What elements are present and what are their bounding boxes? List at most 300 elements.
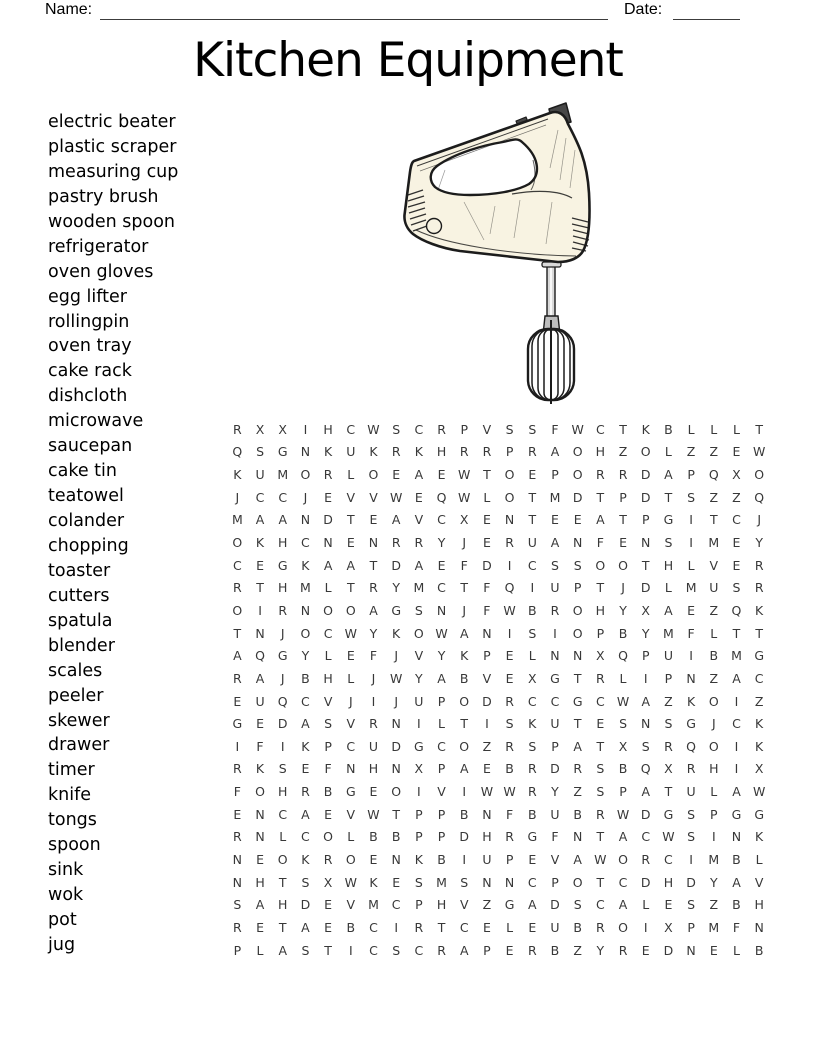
grid-letter: T bbox=[619, 512, 627, 528]
grid-letter: B bbox=[664, 421, 673, 437]
word-list-item: scales bbox=[48, 660, 103, 681]
grid-letter: F bbox=[460, 557, 468, 573]
grid-letter: Y bbox=[369, 625, 378, 641]
grid-letter: V bbox=[346, 897, 356, 913]
grid-letter: Z bbox=[709, 444, 719, 460]
grid-letter: T bbox=[437, 919, 446, 935]
grid-letter: L bbox=[324, 580, 332, 596]
grid-letter: G bbox=[686, 716, 696, 732]
grid-letter: R bbox=[505, 738, 514, 754]
word-list-item: cake rack bbox=[48, 361, 132, 382]
grid-letter: R bbox=[323, 851, 333, 867]
grid-letter: I bbox=[462, 851, 467, 867]
word-list-item: dishcloth bbox=[48, 386, 128, 407]
mixer-beater-attachment bbox=[528, 262, 574, 404]
grid-letter: D bbox=[640, 580, 651, 596]
grid-letter: K bbox=[323, 444, 333, 460]
grid-letter: U bbox=[663, 648, 673, 664]
grid-letter: W bbox=[752, 444, 766, 460]
grid-letter: S bbox=[414, 874, 423, 890]
grid-letter: A bbox=[459, 942, 469, 958]
grid-letter: E bbox=[369, 512, 378, 528]
grid-letter: O bbox=[572, 602, 583, 618]
word-list-item: sink bbox=[48, 860, 84, 881]
grid-letter: E bbox=[641, 942, 650, 958]
grid-letter: R bbox=[754, 580, 764, 596]
grid-letter: D bbox=[572, 489, 583, 505]
grid-letter: W bbox=[616, 806, 630, 822]
grid-letter: J bbox=[711, 716, 716, 732]
grid-letter: B bbox=[618, 625, 628, 641]
grid-letter: J bbox=[462, 602, 467, 618]
grid-letter: B bbox=[323, 784, 333, 800]
grid-letter: F bbox=[687, 625, 695, 641]
grid-letter: D bbox=[550, 761, 560, 777]
grid-letter: L bbox=[710, 784, 718, 800]
grid-letter: I bbox=[394, 919, 398, 935]
grid-letter: E bbox=[256, 557, 264, 573]
grid-letter: C bbox=[301, 535, 310, 551]
word-list-item: rollingpin bbox=[48, 311, 130, 332]
grid-letter: N bbox=[641, 535, 651, 551]
grid-letter: P bbox=[460, 421, 468, 437]
word-list-item: oven tray bbox=[48, 336, 132, 357]
grid-letter: N bbox=[346, 761, 356, 777]
grid-letter: E bbox=[482, 535, 491, 551]
grid-letter: M bbox=[436, 874, 447, 890]
grid-letter: A bbox=[391, 512, 401, 528]
name-blank-line bbox=[100, 0, 608, 20]
grid-letter: T bbox=[233, 625, 242, 641]
grid-letter: A bbox=[369, 602, 378, 618]
grid-letter: V bbox=[550, 851, 560, 867]
grid-letter: U bbox=[482, 851, 492, 867]
grid-letter: E bbox=[732, 535, 741, 551]
grid-letter: L bbox=[347, 467, 355, 483]
grid-letter: T bbox=[596, 829, 605, 845]
grid-letter: M bbox=[231, 512, 243, 528]
grid-letter: E bbox=[301, 761, 310, 777]
grid-letter: L bbox=[506, 919, 514, 935]
grid-letter: K bbox=[755, 716, 764, 732]
grid-letter: O bbox=[708, 738, 719, 754]
grid-letter: C bbox=[437, 580, 446, 596]
grid-letter: H bbox=[663, 874, 674, 890]
grid-letter: Z bbox=[709, 489, 719, 505]
grid-letter: W bbox=[367, 806, 380, 822]
grid-letter: H bbox=[663, 557, 674, 573]
grid-letter: C bbox=[595, 421, 605, 437]
grid-letter: X bbox=[527, 670, 537, 686]
grid-letter: O bbox=[572, 467, 583, 483]
grid-letter: V bbox=[369, 489, 378, 505]
grid-letter: D bbox=[391, 738, 401, 754]
grid-letter: G bbox=[345, 784, 356, 800]
grid-letter: Z bbox=[709, 602, 719, 618]
grid-letter: C bbox=[618, 874, 628, 890]
grid-letter: B bbox=[732, 851, 741, 867]
grid-letter: W bbox=[503, 784, 516, 800]
word-list-item: colander bbox=[48, 511, 125, 531]
grid-letter: N bbox=[754, 919, 764, 935]
grid-letter: E bbox=[619, 535, 627, 551]
grid-letter: G bbox=[504, 897, 515, 913]
grid-letter: M bbox=[708, 535, 720, 551]
grid-letter: I bbox=[507, 557, 512, 573]
grid-letter: C bbox=[391, 897, 401, 913]
grid-letter: X bbox=[596, 648, 605, 664]
grid-letter: E bbox=[732, 444, 741, 460]
grid-letter: Z bbox=[754, 693, 764, 709]
grid-letter: S bbox=[528, 625, 537, 641]
grid-letter: T bbox=[755, 625, 763, 641]
grid-letter: I bbox=[417, 716, 421, 732]
grid-letter: I bbox=[689, 512, 693, 528]
grid-letter: P bbox=[437, 806, 446, 822]
grid-letter: R bbox=[437, 421, 446, 437]
grid-letter: V bbox=[437, 784, 446, 800]
grid-letter: C bbox=[595, 693, 605, 709]
grid-letter: S bbox=[596, 761, 605, 777]
grid-letter: O bbox=[640, 444, 651, 460]
grid-letter: L bbox=[710, 625, 718, 641]
grid-letter: D bbox=[640, 489, 651, 505]
grid-letter: R bbox=[664, 738, 673, 754]
grid-letter: P bbox=[437, 761, 446, 777]
grid-letter: E bbox=[528, 919, 537, 935]
grid-letter: E bbox=[369, 784, 378, 800]
word-list-item: plastic scraper bbox=[48, 136, 177, 157]
grid-letter: B bbox=[618, 761, 628, 777]
grid-letter: Q bbox=[754, 489, 765, 505]
grid-letter: E bbox=[596, 716, 605, 732]
grid-letter: A bbox=[618, 897, 628, 913]
grid-letter: K bbox=[755, 738, 764, 754]
grid-letter: E bbox=[256, 919, 264, 935]
grid-letter: N bbox=[641, 716, 651, 732]
grid-letter: B bbox=[369, 829, 378, 845]
grid-letter: P bbox=[551, 874, 559, 890]
grid-letter: P bbox=[551, 467, 559, 483]
grid-letter: P bbox=[619, 784, 627, 800]
grid-letter: F bbox=[483, 580, 491, 596]
grid-letter: C bbox=[414, 942, 424, 958]
grid-letter: N bbox=[323, 535, 333, 551]
grid-letter: N bbox=[300, 602, 311, 618]
grid-letter: F bbox=[483, 602, 491, 618]
hand-mixer-illustration bbox=[400, 98, 600, 410]
grid-letter: H bbox=[323, 670, 333, 686]
grid-letter: C bbox=[369, 942, 378, 958]
grid-letter: J bbox=[394, 693, 398, 709]
grid-letter: P bbox=[415, 897, 423, 913]
grid-letter: N bbox=[436, 602, 447, 618]
grid-letter: T bbox=[641, 557, 650, 573]
grid-letter: O bbox=[232, 602, 243, 618]
grid-letter: G bbox=[572, 693, 583, 709]
grid-letter: A bbox=[301, 716, 310, 732]
grid-letter: J bbox=[303, 489, 308, 505]
grid-letter: T bbox=[573, 716, 582, 732]
grid-letter: P bbox=[641, 512, 650, 528]
word-list-item: spoon bbox=[48, 835, 101, 856]
grid-letter: R bbox=[233, 919, 242, 935]
word-list-item: drawer bbox=[48, 735, 110, 756]
grid-letter: O bbox=[300, 625, 311, 641]
word-list-item: knife bbox=[48, 785, 92, 806]
grid-letter: H bbox=[368, 761, 379, 777]
grid-letter: O bbox=[459, 738, 470, 754]
grid-letter: G bbox=[414, 738, 424, 754]
grid-letter: X bbox=[459, 512, 469, 528]
word-list-item: electric beater bbox=[48, 112, 176, 132]
grid-letter: K bbox=[460, 648, 469, 664]
grid-letter: Z bbox=[482, 738, 492, 754]
grid-letter: L bbox=[256, 942, 264, 958]
grid-letter: M bbox=[708, 851, 720, 867]
grid-letter: Y bbox=[437, 648, 446, 664]
grid-letter: C bbox=[641, 829, 651, 845]
grid-letter: Q bbox=[640, 761, 651, 777]
grid-letter: D bbox=[323, 512, 333, 528]
grid-letter: C bbox=[346, 421, 356, 437]
grid-letter: Q bbox=[686, 738, 697, 754]
grid-letter: A bbox=[573, 738, 582, 754]
grid-letter: L bbox=[279, 829, 287, 845]
grid-letter: I bbox=[303, 421, 308, 437]
grid-letter: A bbox=[641, 693, 650, 709]
grid-letter: V bbox=[323, 693, 333, 709]
grid-letter: M bbox=[685, 580, 697, 596]
grid-letter: T bbox=[278, 874, 287, 890]
grid-letter: P bbox=[619, 489, 627, 505]
grid-letter: R bbox=[641, 851, 651, 867]
grid-letter: A bbox=[550, 535, 560, 551]
grid-letter: S bbox=[687, 489, 696, 505]
grid-letter: K bbox=[392, 625, 401, 641]
grid-letter: V bbox=[482, 670, 492, 686]
grid-letter: J bbox=[371, 670, 376, 686]
grid-letter: R bbox=[505, 829, 514, 845]
word-list-item: measuring cup bbox=[48, 161, 179, 182]
grid-letter: M bbox=[731, 648, 742, 664]
grid-letter: Y bbox=[392, 580, 400, 596]
grid-letter: X bbox=[278, 421, 287, 437]
grid-letter: P bbox=[437, 829, 446, 845]
grid-letter: D bbox=[550, 897, 560, 913]
grid-letter: R bbox=[596, 467, 605, 483]
grid-letter: R bbox=[233, 421, 242, 437]
grid-letter: K bbox=[414, 444, 423, 460]
grid-letter: I bbox=[371, 693, 376, 709]
grid-letter: N bbox=[482, 806, 492, 822]
grid-letter: T bbox=[596, 738, 605, 754]
grid-letter: X bbox=[323, 874, 333, 890]
grid-letter: M bbox=[277, 467, 289, 483]
grid-letter: X bbox=[641, 602, 650, 618]
grid-letter: U bbox=[527, 535, 537, 551]
grid-letter: C bbox=[527, 557, 537, 573]
grid-letter: U bbox=[709, 580, 719, 596]
grid-letter: R bbox=[391, 444, 401, 460]
grid-letter: H bbox=[482, 829, 492, 845]
grid-letter: Y bbox=[755, 535, 763, 551]
grid-letter: C bbox=[301, 829, 310, 845]
grid-letter: K bbox=[233, 467, 242, 483]
word-list-item: peeler bbox=[48, 685, 104, 706]
grid-letter: D bbox=[459, 829, 470, 845]
grid-letter: E bbox=[732, 557, 741, 573]
grid-letter: B bbox=[550, 942, 560, 958]
grid-letter: L bbox=[710, 421, 718, 437]
grid-letter: C bbox=[255, 489, 265, 505]
grid-letter: K bbox=[369, 874, 378, 890]
grid-letter: A bbox=[437, 670, 446, 686]
grid-letter: E bbox=[687, 602, 696, 618]
grid-letter: Y bbox=[596, 942, 605, 958]
name-label: Name: bbox=[45, 1, 93, 18]
grid-letter: V bbox=[709, 557, 719, 573]
grid-letter: K bbox=[686, 693, 696, 709]
grid-letter: R bbox=[233, 829, 242, 845]
grid-letter: S bbox=[233, 897, 242, 913]
grid-letter: A bbox=[732, 670, 741, 686]
grid-letter: S bbox=[392, 942, 401, 958]
grid-letter: K bbox=[755, 602, 764, 618]
grid-letter: O bbox=[391, 784, 402, 800]
grid-letter: Z bbox=[732, 489, 741, 505]
grid-letter: P bbox=[687, 919, 695, 935]
grid-letter: J bbox=[235, 489, 240, 505]
grid-letter: U bbox=[368, 738, 379, 754]
grid-letter: N bbox=[255, 829, 265, 845]
grid-letter: N bbox=[255, 806, 265, 822]
grid-letter: G bbox=[277, 648, 288, 664]
grid-letter: P bbox=[483, 648, 491, 664]
grid-letter: N bbox=[232, 874, 243, 890]
grid-letter: M bbox=[663, 625, 674, 641]
grid-letter: Q bbox=[232, 444, 243, 460]
grid-letter: I bbox=[280, 738, 285, 754]
word-list-item: saucepan bbox=[48, 436, 133, 457]
grid-letter: M bbox=[413, 580, 425, 596]
date-label: Date: bbox=[624, 1, 663, 18]
grid-letter: F bbox=[505, 806, 514, 822]
grid-letter: S bbox=[687, 829, 696, 845]
grid-letter: H bbox=[278, 897, 288, 913]
grid-letter: A bbox=[641, 784, 650, 800]
grid-letter: H bbox=[278, 580, 288, 596]
grid-letter: O bbox=[708, 693, 719, 709]
grid-letter: N bbox=[368, 535, 379, 551]
grid-letter: C bbox=[527, 874, 537, 890]
grid-letter: M bbox=[708, 919, 720, 935]
word-list-item: tongs bbox=[48, 810, 97, 831]
grid-letter: J bbox=[621, 580, 625, 596]
grid-letter: I bbox=[258, 602, 262, 618]
grid-letter: T bbox=[483, 467, 491, 483]
grid-letter: N bbox=[232, 851, 243, 867]
grid-letter: K bbox=[301, 738, 310, 754]
word-list-item: pastry brush bbox=[48, 186, 159, 207]
word-list-item: toaster bbox=[48, 560, 111, 581]
grid-letter: X bbox=[618, 738, 628, 754]
grid-letter: S bbox=[664, 535, 673, 551]
grid-letter: L bbox=[438, 716, 446, 732]
grid-letter: Z bbox=[573, 942, 582, 958]
word-list-item: refrigerator bbox=[48, 236, 149, 257]
grid-letter: D bbox=[640, 874, 651, 890]
grid-letter: V bbox=[346, 489, 356, 505]
grid-letter: C bbox=[232, 557, 242, 573]
grid-letter: G bbox=[527, 829, 538, 845]
grid-letter: R bbox=[596, 670, 605, 686]
grid-letter: O bbox=[504, 489, 515, 505]
grid-letter: N bbox=[572, 829, 583, 845]
grid-letter: O bbox=[345, 851, 356, 867]
word-list-item: skewer bbox=[48, 710, 110, 731]
grid-letter: L bbox=[687, 421, 695, 437]
grid-letter: O bbox=[504, 467, 515, 483]
grid-letter: K bbox=[255, 535, 265, 551]
grid-letter: U bbox=[414, 693, 424, 709]
grid-letter: U bbox=[550, 580, 560, 596]
grid-letter: V bbox=[459, 897, 469, 913]
grid-letter: C bbox=[732, 512, 741, 528]
grid-letter: T bbox=[664, 489, 673, 505]
grid-letter: O bbox=[459, 693, 470, 709]
grid-letter: W bbox=[616, 693, 630, 709]
grid-letter: T bbox=[573, 670, 582, 686]
grid-letter: S bbox=[460, 874, 469, 890]
grid-letter: N bbox=[482, 625, 492, 641]
grid-letter: X bbox=[664, 761, 673, 777]
grid-letter: O bbox=[413, 625, 424, 641]
grid-letter: W bbox=[480, 784, 494, 800]
grid-letter: Z bbox=[618, 444, 628, 460]
grid-letter: Y bbox=[619, 602, 627, 618]
grid-letter: M bbox=[549, 489, 561, 505]
grid-letter: R bbox=[301, 784, 310, 800]
grid-letter: D bbox=[277, 716, 288, 732]
grid-letter: E bbox=[256, 716, 264, 732]
worksheet-title: Kitchen Equipment bbox=[193, 33, 623, 88]
grid-letter: A bbox=[301, 919, 310, 935]
grid-letter: G bbox=[754, 806, 764, 822]
grid-letter: Q bbox=[255, 648, 265, 664]
grid-letter: X bbox=[255, 421, 265, 437]
grid-letter: O bbox=[300, 467, 311, 483]
grid-letter: O bbox=[345, 602, 356, 618]
word-list-item: jug bbox=[48, 934, 76, 955]
grid-letter: N bbox=[504, 874, 515, 890]
grid-letter: S bbox=[256, 444, 264, 460]
grid-letter: V bbox=[346, 806, 356, 822]
grid-letter: H bbox=[255, 874, 265, 890]
grid-letter: F bbox=[551, 421, 559, 437]
grid-letter: K bbox=[528, 716, 537, 732]
grid-letter: F bbox=[369, 648, 378, 664]
grid-letter: O bbox=[618, 557, 628, 573]
grid-letter: B bbox=[732, 897, 741, 913]
grid-letter: B bbox=[391, 829, 401, 845]
grid-letter: R bbox=[459, 444, 469, 460]
grid-letter: J bbox=[280, 625, 285, 641]
grid-letter: G bbox=[754, 648, 764, 664]
grid-letter: C bbox=[754, 670, 764, 686]
grid-letter: T bbox=[619, 421, 627, 437]
grid-letter: R bbox=[550, 602, 560, 618]
